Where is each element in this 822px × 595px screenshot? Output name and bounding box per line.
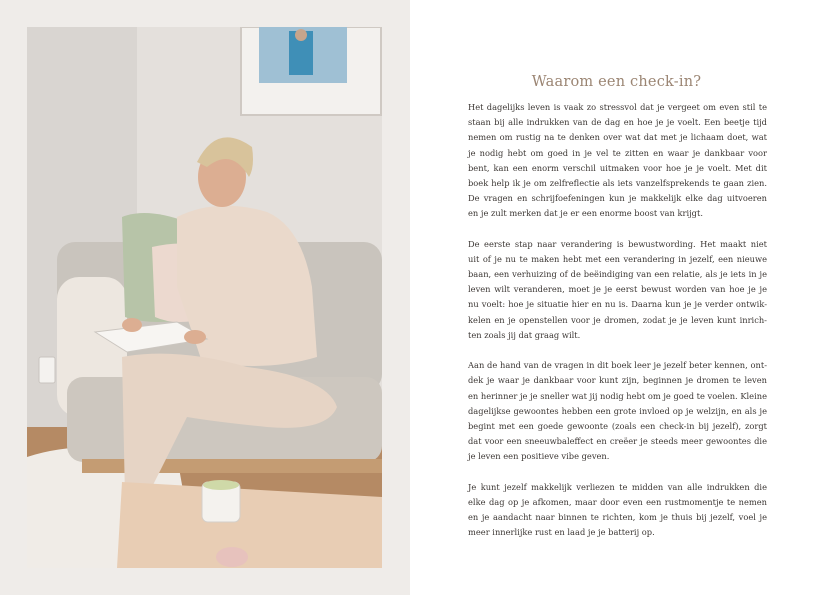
text-line: leven wilt veranderen, moet je je eerst bewust worden van hoe je je [468, 284, 767, 295]
text-line: staan bij alle indrukken van de dag en hoe je je voelt. Een beetje tijd [468, 117, 767, 128]
text-line: Aan de hand van de vragen in dit boek leer je jezelf beter kennen, ont- [468, 360, 767, 371]
section-heading: Waarom een check-in? [531, 74, 702, 90]
text-line: elke dag op je afkomen, maar door even een rustmomentje te nemen [468, 496, 767, 507]
text-line: boek help ik je om zelfreflectie als iets vanzelfsprekends te gaan zien. [468, 177, 767, 188]
text-line: bent, kan een enorm verschil uitmaken voor hoe je je voelt. Met dit [468, 162, 767, 173]
right-page [411, 0, 822, 595]
paragraph-3 [468, 358, 767, 464]
text-line: dek je waar je dankbaar voor kunt zijn, beginnen je dromen te leven [468, 375, 767, 386]
photo-illustration [27, 27, 382, 568]
text-line: meer innerlijke rust en laad je je batterij op. [468, 527, 655, 538]
text-line: nu voelt: hoe je situatie hier en nu is. Daarna kun je je verder ontwik- [468, 299, 767, 310]
paragraph-1 [468, 100, 767, 222]
paragraph-4 [468, 480, 767, 541]
text-line: Je kunt jezelf makkelijk verliezen te midden van alle indrukken die [468, 481, 767, 492]
text-line: De eerste stap naar verandering is bewustwording. Het maakt niet [468, 238, 767, 249]
text-line: kelen en je openstellen voor je dromen, zodat je je leven kunt inrich- [468, 314, 767, 325]
text-line: nemen om rustig na te denken over wat dat met je lichaam doet, wat [468, 132, 767, 143]
text-line: De vragen en schrijfoefeningen kun je makkelijk elke dag uitvoeren [468, 193, 767, 204]
text-line: uit of je nu te maken hebt met een verandering in jezelf, een nieuwe [468, 253, 767, 264]
body-text [468, 100, 767, 556]
paragraph-2 [468, 237, 767, 343]
text-line: begint met een goede gewoonte (zoals een check-in bij jezelf), zorgt [468, 420, 767, 431]
text-line: je nodig hebt om goed in je vel te zitten en waar je dankbaar voor [468, 147, 767, 158]
text-line: dagelijkse gewoontes hebben een grote invloed op je welzijn, en als je [468, 405, 767, 416]
text-line: en je zult merken dat je er een enorme boost van krijgt. [468, 208, 703, 219]
text-line: dat voor een sneeuwbaleffect en creëer je steeds meer gewoontes die [468, 436, 767, 447]
text-line: je leven een positieve vibe geven. [468, 451, 610, 462]
left-page [0, 0, 410, 595]
text-line: ten zoals jij dat graag wilt. [468, 329, 581, 340]
text-line: en herinner je je sneller wat jij nodig hebt om je goed te voelen. Kleine [468, 390, 767, 401]
text-line: en je aandacht naar binnen te richten, kom je thuis bij jezelf, voel je [468, 512, 767, 523]
photo-woman-writing-on-sofa [27, 27, 382, 568]
text-line: baan, een verhuizing of de beëindiging van een relatie, als je iets in je [468, 269, 767, 280]
text-line: Het dagelijks leven is vaak zo stressvol dat je vergeet om even stil te [468, 102, 767, 112]
